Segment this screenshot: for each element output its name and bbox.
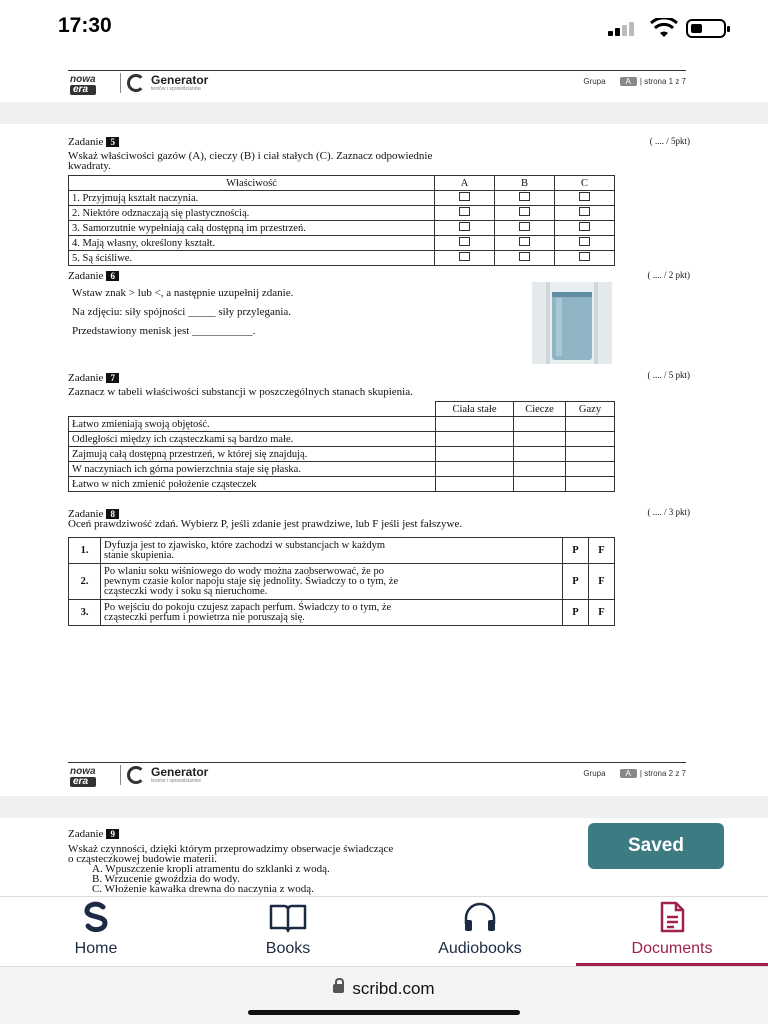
task-6-points: ( .... / 2 pkt): [647, 270, 690, 280]
task-8-table: 1. Dyfuzja jest to zjawisko, które zachodzi w substancjach w każdym stanie skupienia. P F 2. Po wlaniu soku wiśniowego do wody można zaobserwować, że po pewnym czasie kolor napoju staje się jednolity. Świadczy to o tym, że cząsteczki wody i soku są nieruchome. P F 3. Po wejściu do pokoju czujesz zapach perfum. Świadczy to o tym, że cząsteczki perfum i powietrza nie poruszają się. P F: [68, 537, 615, 626]
checkbox[interactable]: [459, 222, 470, 231]
checkbox[interactable]: [519, 237, 530, 246]
false-option[interactable]: F: [589, 564, 615, 600]
task-5-title: Zadanie 5: [68, 136, 119, 148]
checkbox[interactable]: [579, 222, 590, 231]
task-6-line-1: Wstaw znak > lub <, a następnie uzupełnij zdanie.: [72, 287, 294, 299]
group-page-label: Grupa A | strona 1 z 7: [583, 77, 686, 86]
document-viewer[interactable]: [0, 56, 768, 896]
tab-documents[interactable]: [576, 897, 768, 966]
checkbox[interactable]: [519, 252, 530, 261]
task-9-option-c: C. Włożenie kawałka drewna do naczynia z wodą.: [92, 883, 314, 895]
saved-button[interactable]: Saved: [588, 823, 724, 869]
task-6-title: Zadanie 6: [68, 270, 119, 282]
task-5-table: Właściwość A B C 1. Przyjmują kształt naczynia. 2. Niektóre odznaczają się plastycznością. 3. Samorzutnie wypełniają całą dostępną im przestrzeń. 4. Mają własny, określony kształt. 5. Są ściśliwe.: [68, 175, 615, 266]
tab-books-label: Books: [265, 940, 311, 957]
task-5-text: Wskaż właściwości gazów (A), cieczy (B) i ciał stałych (C). Zaznacz odpowiednie: [68, 150, 433, 162]
checkbox[interactable]: [459, 237, 470, 246]
task-6-line-2: Na zdjęciu: siły spójności _____ siły przylegania.: [72, 306, 292, 318]
document-icon: [655, 900, 689, 934]
task-8-title: Zadanie 8: [68, 508, 119, 520]
clock: 17:30: [58, 14, 112, 37]
task-7-text: Zaznacz w tabeli właściwości substancji w poszczególnych stanach skupienia.: [68, 386, 413, 398]
checkbox[interactable]: [519, 192, 530, 201]
browser-url-bar[interactable]: [0, 966, 768, 1024]
checkbox[interactable]: [459, 207, 470, 216]
page-separator: [0, 102, 768, 124]
generator-g-icon: [127, 766, 145, 784]
home-indicator[interactable]: [248, 1010, 520, 1015]
url-text[interactable]: scribd.com: [0, 979, 768, 999]
task-6-line-3: Przedstawiony menisk jest ___________.: [72, 325, 256, 337]
task-9-text: Wskaż czynności, dzięki którym przeprowadzimy obserwacje świadczące: [68, 843, 394, 855]
status-bar: [0, 0, 768, 56]
wifi-icon: [650, 18, 678, 38]
task-7-title: Zadanie 7: [68, 372, 119, 384]
tab-home-label: Home: [74, 940, 118, 957]
nowa-era-logo: nowa era: [70, 766, 96, 787]
checkbox[interactable]: [519, 222, 530, 231]
task-8-points: ( .... / 3 pkt): [647, 507, 690, 517]
checkbox[interactable]: [519, 207, 530, 216]
generator-logo: Generator testów i sprawdzianów: [120, 73, 208, 93]
headphones-icon: [460, 902, 500, 934]
book-icon: [268, 902, 308, 934]
checkbox[interactable]: [579, 237, 590, 246]
generator-g-icon: [127, 74, 145, 92]
checkbox[interactable]: [579, 192, 590, 201]
true-option[interactable]: P: [563, 538, 589, 564]
false-option[interactable]: F: [589, 538, 615, 564]
checkbox[interactable]: [579, 207, 590, 216]
page-separator: [0, 796, 768, 818]
tab-audiobooks-label: Audiobooks: [438, 940, 522, 957]
lock-icon: [333, 984, 344, 993]
task-9-text-2: o cząsteczkowej budowie materii.: [68, 853, 218, 865]
task-9-option-b: B. Wrzucenie gwoździa do wody.: [92, 873, 240, 885]
task-8-text: Oceń prawdziwość zdań. Wybierz P, jeśli zdanie jest prawdziwe, lub F jeśli jest fałszywe.: [68, 518, 463, 530]
checkbox[interactable]: [579, 252, 590, 261]
true-option[interactable]: P: [563, 564, 589, 600]
task-5-text-2: kwadraty.: [68, 160, 111, 172]
task-5-points: ( .... / 5pkt): [649, 136, 690, 146]
task-9-option-a: A. Wpuszczenie kropli atramentu do szklanki z wodą.: [92, 863, 330, 875]
tab-documents-label: Documents: [631, 940, 713, 957]
generator-logo: Generator testów i sprawdzianów: [120, 765, 208, 785]
true-option[interactable]: P: [563, 600, 589, 626]
false-option[interactable]: F: [589, 600, 615, 626]
checkbox[interactable]: [459, 252, 470, 261]
group-page-label: Grupa A | strona 2 z 7: [583, 769, 686, 778]
cellular-signal-icon: [608, 22, 640, 36]
scribd-home-icon: [79, 900, 113, 934]
test-tube-photo: [532, 282, 612, 364]
battery-icon: [686, 19, 726, 38]
bottom-tab-bar: [0, 896, 768, 966]
tab-audiobooks[interactable]: [384, 897, 576, 966]
task-7-table: Ciała stałe Ciecze Gazy Łatwo zmieniają swoją objętość. Odległości między ich cząsteczkami są bardzo małe. Zajmują całą dostępną przestrzeń, w której się znajdują. W naczyniach ich górna powierzchnia staje się płaska. Łatwo w nich zmienić położenie cząsteczek: [68, 401, 615, 492]
task-9-title: Zadanie 9: [68, 828, 119, 840]
nowa-era-logo: nowa era: [70, 74, 96, 95]
tab-home[interactable]: [0, 897, 192, 966]
task-7-points: ( .... / 5 pkt): [647, 370, 690, 380]
tab-books[interactable]: [192, 897, 384, 966]
checkbox[interactable]: [459, 192, 470, 201]
